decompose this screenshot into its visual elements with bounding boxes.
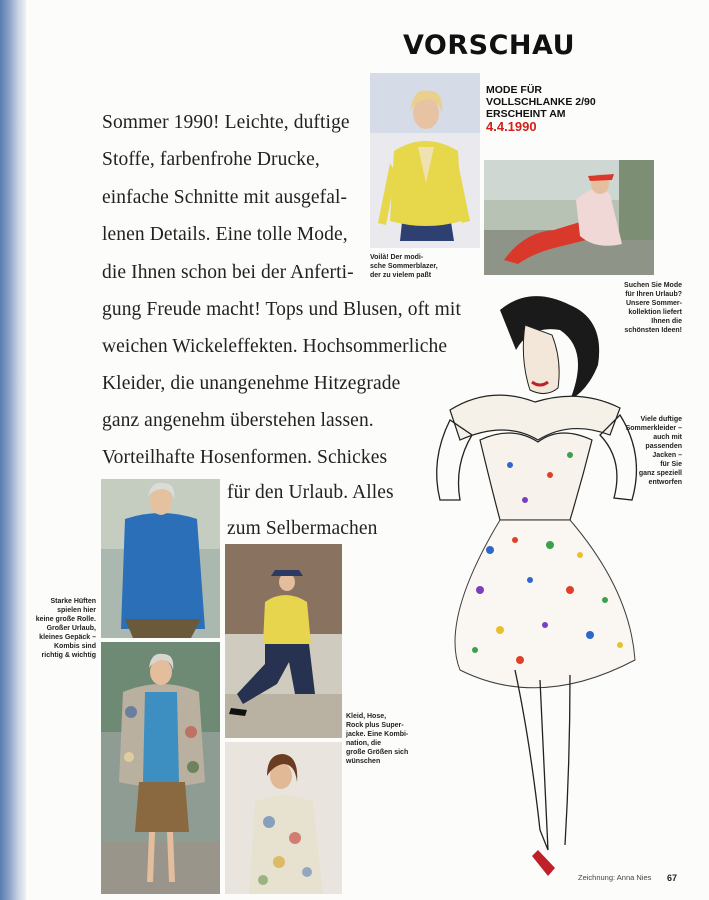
intro-line: weichen Wickeleffekten. Hochsommerliche	[102, 336, 448, 357]
caption-line: entworfen	[648, 479, 682, 486]
caption-line: Voilà! Der modi-	[370, 254, 424, 261]
caption-line: Suchen Sie Mode	[624, 282, 682, 289]
intro-line: zum Selbermachen	[227, 518, 378, 539]
caption-line: nation, die	[346, 740, 381, 747]
caption-line: ganz speziell	[638, 470, 682, 477]
caption-line: Jacken –	[652, 452, 682, 459]
caption-line: Unsere Sommer-	[625, 300, 682, 307]
intro-line: Sommer 1990! Leichte, duftige	[102, 112, 350, 133]
page-number: 67	[667, 873, 678, 883]
photo-floral-jacket	[101, 642, 220, 894]
photo-yellow-blazer	[370, 73, 480, 248]
intro-line: Kleider, die unangenehme Hitzegrade	[102, 373, 401, 394]
issue-line-1: MODE FÜR	[486, 84, 542, 96]
caption-line: wünschen	[346, 758, 381, 765]
intro-line: gung Freude macht! Tops und Blusen, oft mit	[102, 299, 461, 320]
intro-line: für den Urlaub. Alles	[227, 482, 394, 503]
caption-line: Starke Hüften	[50, 598, 96, 605]
photo-red-trousers	[484, 160, 654, 275]
caption-line: auch mit	[653, 434, 682, 441]
intro-line: einfache Schnitte mit ausgefal-	[102, 187, 348, 208]
caption-line: sche Sommerblazer,	[370, 263, 438, 270]
photo-floral-dress	[225, 742, 342, 894]
issue-line-2: VOLLSCHLANKE 2/90	[486, 96, 596, 108]
caption-line: kollektion liefert	[628, 309, 682, 316]
caption-kombi	[346, 712, 408, 766]
caption-line: kleines Gepäck –	[39, 634, 96, 641]
caption-kleider	[590, 415, 682, 487]
caption-line: Viele duftige	[640, 416, 682, 423]
intro-line: Vorteilhafte Hosenformen. Schickes	[102, 447, 388, 468]
caption-line: jacke. Eine Kombi-	[346, 731, 409, 738]
caption-line: der zu vielem paßt	[370, 272, 432, 279]
caption-line: keine große Rolle.	[35, 616, 96, 623]
caption-line: richtig & wichtig	[41, 652, 96, 659]
illustration-credit: Zeichnung: Anna Nies	[578, 873, 652, 882]
intro-line: die Ihnen schon bei der Anferti-	[102, 262, 354, 283]
intro-line: ganz angenehm überstehen lassen.	[102, 410, 374, 431]
caption-line: passenden	[645, 443, 682, 450]
binding-spine	[0, 0, 26, 900]
page-title: VORSCHAU	[403, 30, 576, 61]
caption-line: schönsten Ideen!	[624, 327, 682, 334]
caption-line: Ihnen die	[651, 318, 682, 325]
intro-line: lenen Details. Eine tolle Mode,	[102, 224, 348, 245]
caption-line: Sommerkleider –	[625, 425, 682, 432]
caption-hueften	[28, 597, 96, 660]
issue-info	[486, 84, 636, 134]
caption-line: Kombis sind	[53, 643, 96, 650]
intro-line: Stoffe, farbenfrohe Drucke,	[102, 149, 320, 170]
caption-blazer	[370, 253, 438, 280]
caption-line: Kleid, Hose,	[346, 713, 387, 720]
fashion-illustration	[420, 290, 655, 890]
caption-line: Großer Urlaub,	[46, 625, 96, 632]
caption-line: für Sie	[660, 461, 682, 468]
photo-yellow-jacket	[225, 544, 342, 738]
caption-line: spielen hier	[57, 607, 96, 614]
caption-line: Rock plus Super-	[346, 722, 404, 729]
issue-line-3: ERSCHEINT AM	[486, 108, 566, 120]
photo-blue-top	[101, 479, 220, 638]
caption-line: für Ihren Urlaub?	[625, 291, 682, 298]
issue-date: 4.4.1990	[486, 119, 537, 134]
caption-line: große Größen sich	[346, 749, 409, 756]
